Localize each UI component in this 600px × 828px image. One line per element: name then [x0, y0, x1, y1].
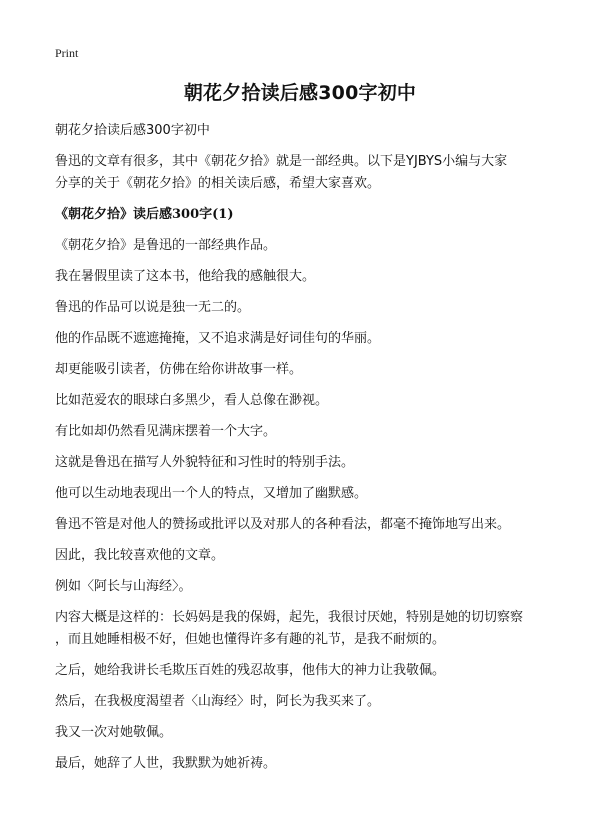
section-heading: 《朝花夕拾》读后感300字(1)	[55, 207, 234, 222]
paragraph: 他可以生动地表现出一个人的特点，又增加了幽默感。	[55, 486, 368, 501]
paragraph: 然后，在我极度渴望者〈山海经〉时，阿长为我买来了。	[55, 694, 381, 709]
paragraph: 最后，她辞了人世，我默默为她祈祷。	[55, 756, 277, 771]
paragraph: 我又一次对她敬佩。	[55, 725, 173, 740]
paragraph: 之后，她给我讲长毛欺压百姓的残忍故事，他伟大的神力让我敬佩。	[55, 663, 446, 678]
intro-paragraph	[55, 151, 555, 195]
paragraph: 鲁迅的作品可以说是独一无二的。	[55, 300, 251, 315]
paragraph: 鲁迅不管是对他人的赞扬或批评以及对那人的各种看法，都毫不掩饰地写出来。	[55, 517, 511, 532]
paragraph: 这就是鲁迅在描写人外貌特征和习性时的特别手法。	[55, 455, 355, 470]
paragraph: 因此，我比较喜欢他的文章。	[55, 548, 225, 563]
page-title: 朝花夕拾读后感300字初中	[183, 82, 417, 104]
print-link[interactable]: Print	[55, 46, 79, 60]
long-paragraph-line: ，而且她睡相极不好，但她也懂得许多有趣的礼节，是我不耐烦的。	[55, 632, 446, 647]
paragraph: 比如范爱农的眼球白多黑少，看人总像在渺视。	[55, 393, 329, 408]
paragraph: 例如〈阿长与山海经〉。	[55, 579, 192, 594]
article-body	[55, 120, 555, 784]
intro-line: 鲁迅的文章有很多，其中《朝花夕拾》就是一部经典。以下是YJBYS小编与大家	[55, 154, 508, 169]
long-paragraph-line: 内容大概是这样的：长妈妈是我的保姆，起先，我很讨厌她，特别是她的切切察察	[55, 610, 524, 625]
intro-line: 分享的关于《朝花夕拾》的相关读后感，希望大家喜欢。	[55, 176, 381, 191]
paragraph: 《朝花夕拾》是鲁迅的一部经典作品。	[55, 238, 277, 253]
long-paragraph	[55, 607, 555, 651]
article-subtitle: 朝花夕拾读后感300字初中	[55, 123, 210, 138]
paragraph: 我在暑假里读了这本书，他给我的感触很大。	[55, 269, 316, 284]
paragraph: 他的作品既不遮遮掩掩，又不追求满是好词佳句的华丽。	[55, 331, 381, 346]
paragraph: 却更能吸引读者，仿佛在给你讲故事一样。	[55, 362, 303, 377]
paragraph: 有比如却仍然看见满床摆着一个大字。	[55, 424, 277, 439]
